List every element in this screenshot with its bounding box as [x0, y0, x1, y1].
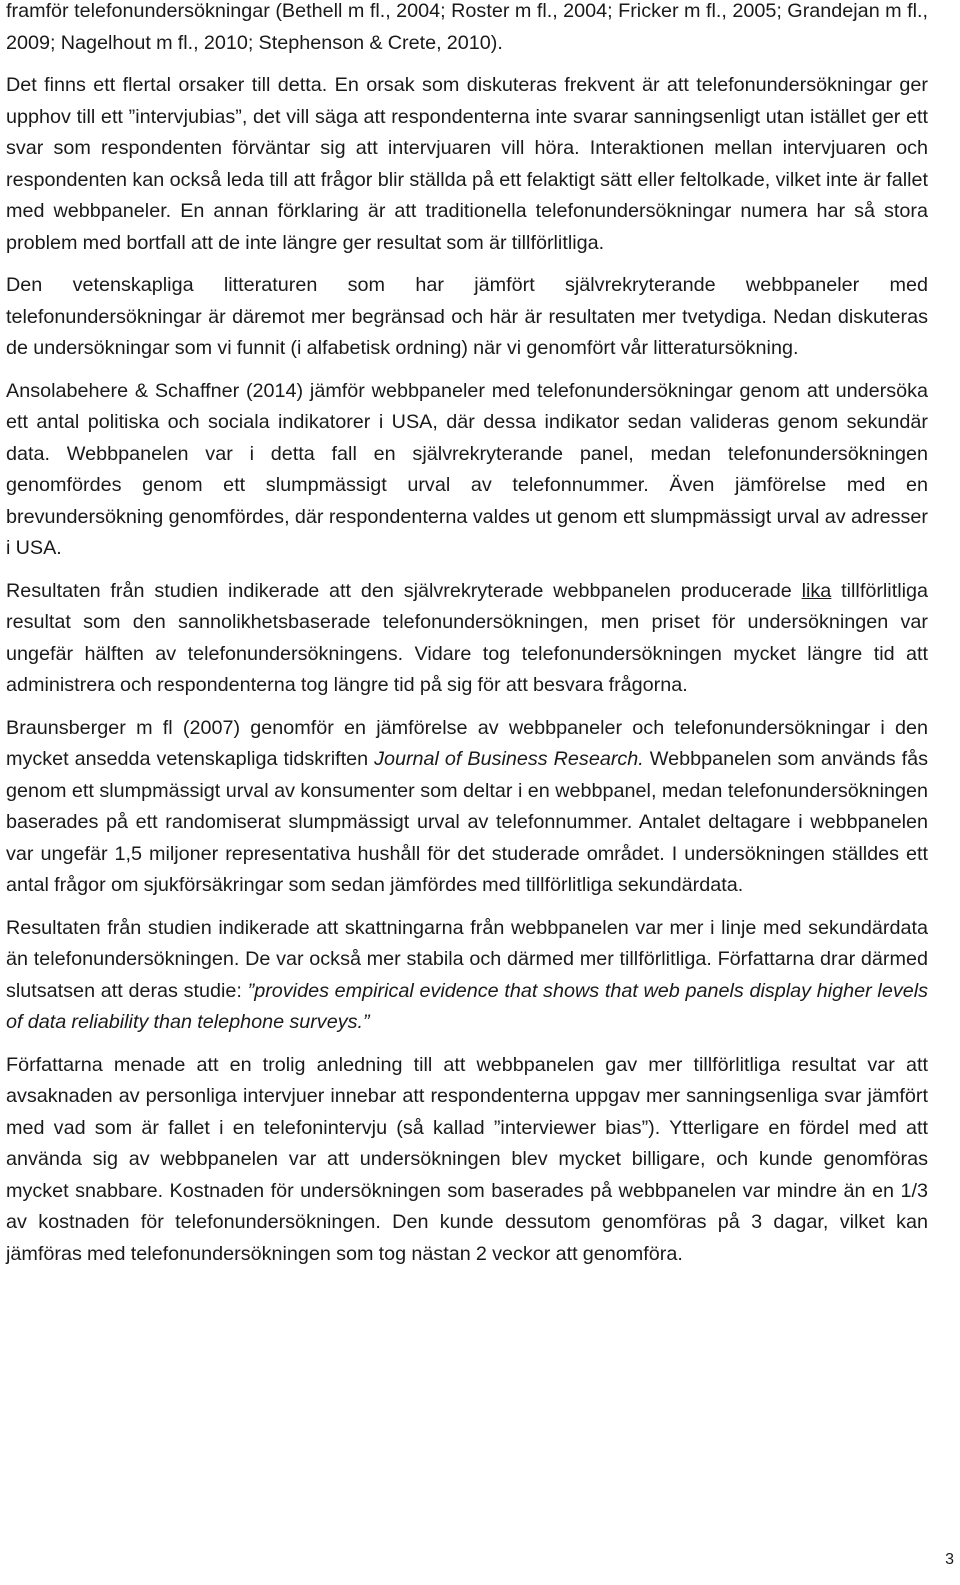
paragraph-text: Den vetenskapliga litteraturen som har jämfört självrekryterande webbpaneler med telefonundersökningar är däremot mer begränsad och här är resultaten mer tvetydiga. Nedan diskuteras de undersökningar som vi funnit (i alfabetisk ordning) när vi genomfört vår litteratursökning. [6, 274, 928, 359]
paragraph-2 [6, 70, 928, 259]
paragraph-text: Resultaten från studien indikerade att den självrekryterade webbpanelen producerade [6, 579, 802, 602]
paragraph-5 [6, 576, 928, 702]
paragraph-4 [6, 376, 928, 565]
underlined-word: lika [801, 579, 832, 602]
paragraph-text: Det finns ett flertal orsaker till detta. En orsak som diskuteras frekvent är att telefonundersökningar ger upphov till ett ”intervjubias”, det vill säga att respondenterna inte svarar sanningsenligt utan istället ger ett svar som respondenten förväntar sig att intervjuaren vill höra. Interaktionen mellan intervjuaren och respondenten kan också leda till att frågor blir ställda på ett felaktigt sätt eller feltolkade, vilket inte är fallet med webbpaneler. En annan förklaring är att traditionella telefonundersökningar numera har så stora problem med bortfall att de inte längre ger resultat som är tillförlitliga. [6, 74, 928, 254]
document-body [6, 0, 928, 1270]
paragraph-text: Författarna menade att en trolig anledning till att webbpanelen gav mer tillförlitliga resultat var att avsaknaden av personliga intervjuer innebar att respondenterna uppgav mer sanningsenliga svar jämfört med vad som är fallet i en telefonintervju (så kallad ”interviewer bias”). Ytterligare en fördel med att använda sig av webbpanelen var att undersökningen blev mycket billigare, och kunde genomföras mycket snabbare. Kostnaden för undersökningen som baserades på webbpanelen var mindre än en 1/3 av kostnaden för telefonundersökningen. Den kunde dessutom genomföras på 3 dagar, vilket kan jämföras med telefonundersökningen som tog nästan 2 veckor att genomföra. [6, 1053, 928, 1265]
paragraph-text: Ansolabehere & Schaffner (2014) jämför webbpaneler med telefonundersökningar genom att undersöka ett antal politiska och sociala indikatorer i USA, där dessa indikator sedan valideras genom sekundär data. Webbpanelen var i detta fall en självrekryterande panel, medan telefonundersökningen genomfördes genom ett slumpmässigt urval av telefonnummer. Även jämförelse med en brevundersökning genomfördes, där respondenterna valdes ut genom ett slumpmässigt urval av adresser i USA. [6, 379, 928, 559]
paragraph-text: tillförlitliga resultat som den sannolikhetsbaserade telefonundersökningen, men priset för undersökningen var ungefär hälften av telefonundersökningens. Vidare tog telefonundersökningen mycket längre tid att administrera och respondenterna tog längre tid på sig för att besvara frågorna. [6, 579, 928, 696]
page-number: 3 [945, 1551, 954, 1568]
paragraph-text: Webbpanelen som används fås genom ett slumpmässigt urval av konsumenter som deltar i en webbpanel, medan telefonundersökningen baserades på ett randomiserat slumpmässigt urval av telefonnummer. Antalet deltagare i webbpanelen var ungefär 1,5 miljoner representativa hushåll för det studerade området. I undersökningen ställdes ett antal frågor om sjukförsäkringar som sedan jämfördes med tillförlitliga sekundärdata. [6, 748, 928, 896]
paragraph-text: framför telefonundersökningar (Bethell m fl., 2004; Roster m fl., 2004; Fricker m fl., 2005; Grandejan m fl., 2009; Nagelhout m fl., 2010; Stephenson & Crete, 2010). [6, 0, 928, 54]
paragraph-text: Resultaten från studien indikerade att skattningarna från webbpanelen var mer i linje med sekundärdata än telefonundersökningen. De var också mer stabila och därmed mer tillförlitliga. Författarna drar därmed slutsatsen att deras studie: [6, 916, 928, 1002]
paragraph-1 [6, 0, 928, 59]
paragraph-6 [6, 713, 928, 902]
paragraph-3 [6, 270, 928, 365]
quotation: ”provides empirical evidence that shows that web panels display higher levels of data reliability than telephone surveys.” [6, 979, 929, 1033]
paragraph-text: Braunsberger m fl (2007) genomför en jämförelse av webbpaneler och telefonundersökningar i den mycket ansedda vetenskapliga tidskriften [6, 716, 928, 770]
paragraph-7 [6, 913, 928, 1039]
journal-title: Journal of Business Research. [374, 748, 644, 770]
paragraph-8 [6, 1050, 928, 1271]
